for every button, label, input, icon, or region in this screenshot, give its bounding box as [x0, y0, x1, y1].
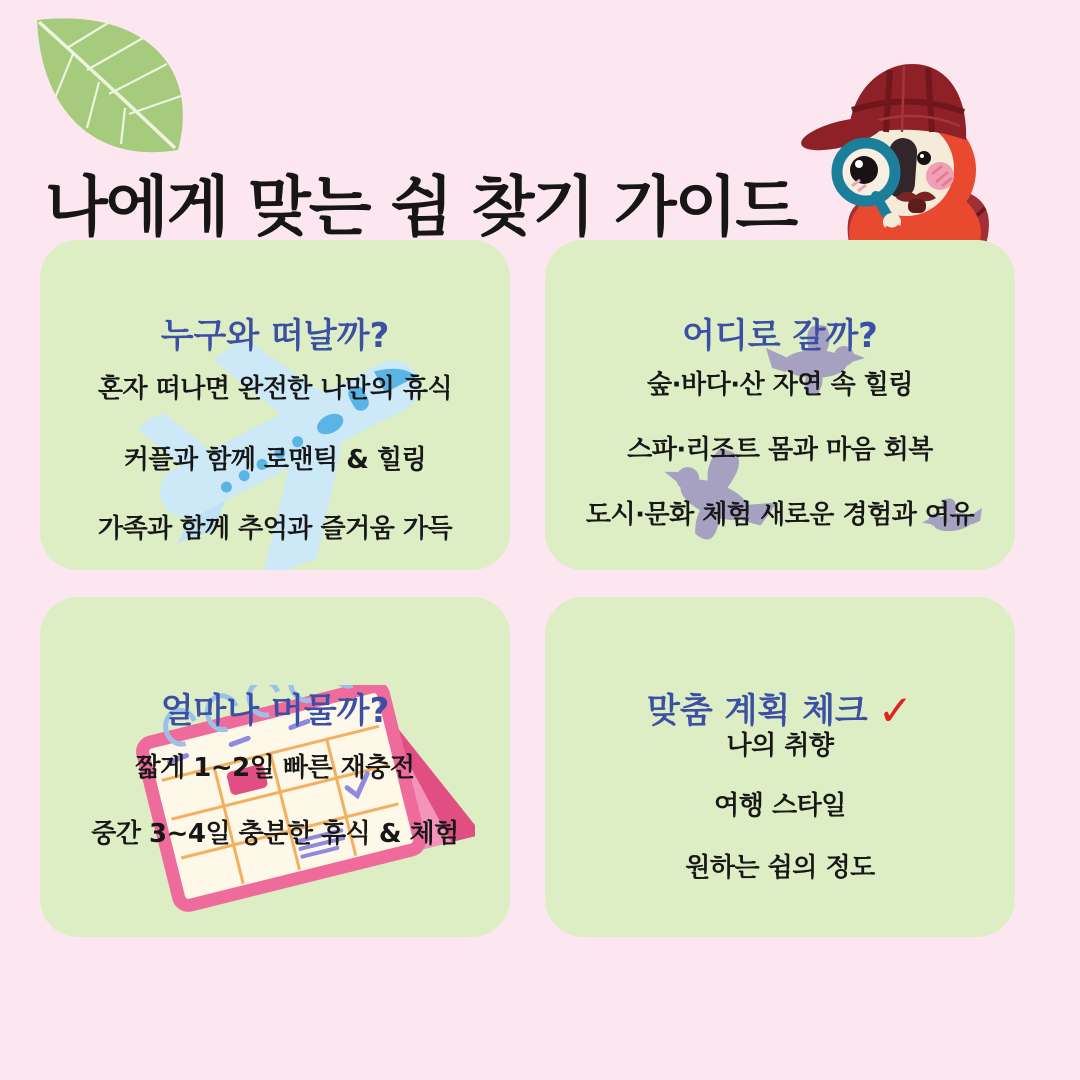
- page-title: 나에게 맞는 쉼 찾기 가이드: [45, 169, 797, 245]
- card-title: 누구와 떠날까?: [160, 316, 390, 357]
- card-item: 여행 스타일: [714, 791, 846, 821]
- card-custom-plan-check: [545, 597, 1015, 937]
- card-title-text: 맞춤 계획 체크: [647, 691, 868, 732]
- card-how-long-to-stay: [40, 597, 510, 937]
- card-title: 어디로 갈까?: [682, 316, 878, 357]
- card-title: 얼마나 머물까?: [160, 691, 390, 732]
- card-item: 짧게 1~2일 빠른 재충전: [135, 753, 415, 783]
- card-who-to-travel-with: [40, 240, 510, 570]
- card-item: 혼자 떠나면 완전한 나만의 휴식: [97, 374, 453, 404]
- checkmark-icon: ✓: [877, 686, 913, 736]
- card-item: 중간 3~4일 충분한 휴식 & 체험: [91, 819, 459, 849]
- card-item: 숲·바다·산 자연 속 힐링: [647, 370, 913, 400]
- card-item: 원하는 쉼의 정도: [685, 853, 875, 883]
- card-item: 스파·리조트 몸과 마음 회복: [627, 435, 933, 465]
- card-where-to-go: [545, 240, 1015, 570]
- card-item: 가족과 함께 추억과 즐거움 가득: [97, 514, 453, 544]
- card-item: 도시·문화 체험 새로운 경험과 여유: [585, 500, 975, 530]
- card-item: 나의 취향: [726, 731, 834, 761]
- card-item: 커플과 함께 로맨틱 & 힐링: [123, 445, 427, 475]
